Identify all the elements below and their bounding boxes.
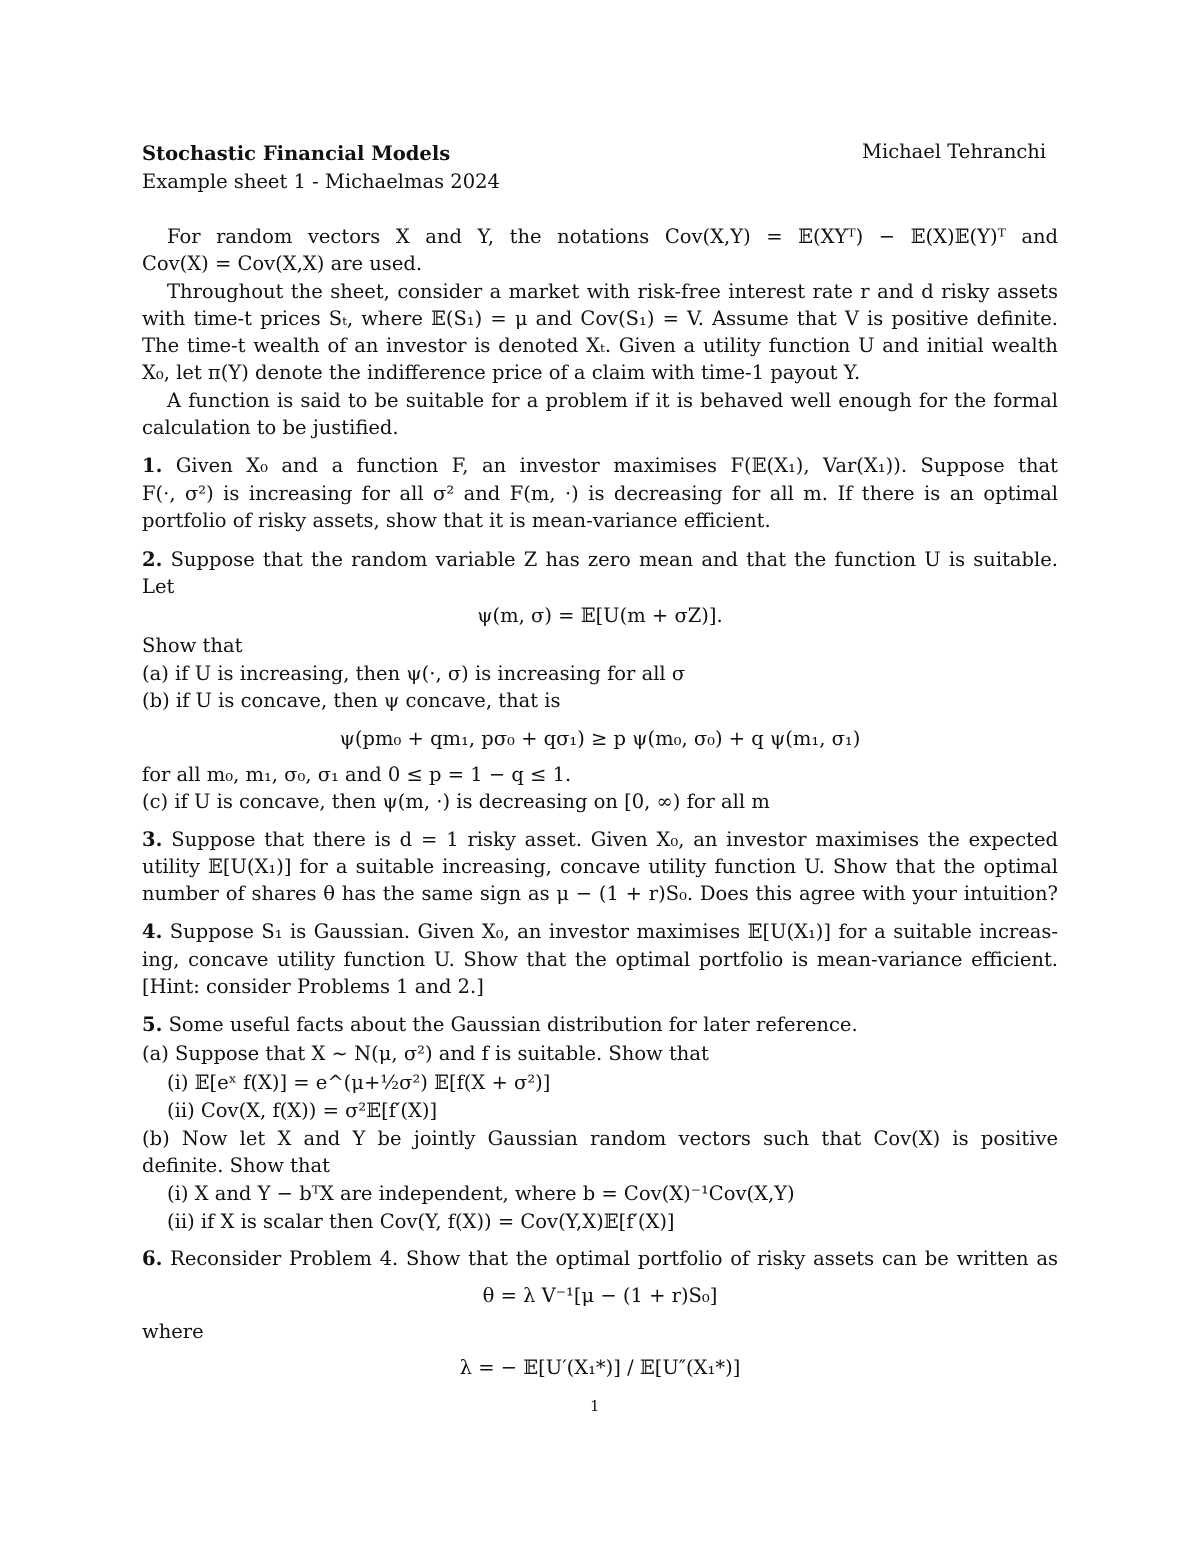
problem-2-line: Show that xyxy=(142,634,243,657)
problem-2-line: Let xyxy=(142,575,175,598)
intro-line: calculation to be justified. xyxy=(142,416,399,439)
problem-6-line: where xyxy=(142,1320,204,1343)
problem-number: 2. xyxy=(142,548,163,571)
intro-line: For random vectors X and Y, the notations Cov(X,Y) = 𝔼(XYᵀ) − 𝔼(X)𝔼(Y)ᵀ and xyxy=(167,225,1058,248)
problem-5-part-a-ii: (ii) Cov(X, f(X)) = σ²𝔼[f′(X)] xyxy=(167,1099,438,1122)
problem-5-part-a-i: (i) 𝔼[eˣ f(X)] = e^(μ+½σ²) 𝔼[f(X + σ²)] xyxy=(167,1071,551,1094)
intro-line: Throughout the sheet, consider a market with risk-free interest rate r and d risky assets xyxy=(167,280,1058,303)
problem-1-line: portfolio of risky assets, show that it is mean-variance efficient. xyxy=(142,509,771,532)
problem-number: 6. xyxy=(142,1247,163,1270)
intro-line: Cov(X) = Cov(X,X) are used. xyxy=(142,252,423,275)
problem-number: 4. xyxy=(142,920,163,943)
problem-3-line: number of shares θ has the same sign as μ − (1 + r)S₀. Does this agree with your intuition? xyxy=(142,882,1058,905)
sheet-subtitle: Example sheet 1 - Michaelmas 2024 xyxy=(142,170,500,193)
equation-psi: ψ(m, σ) = 𝔼[U(m + σZ)]. xyxy=(477,604,723,627)
problem-5-part-a: (a) Suppose that X ∼ N(μ, σ²) and f is suitable. Show that xyxy=(142,1042,709,1065)
sheet-title: Stochastic Financial Models xyxy=(142,142,451,165)
problem-number: 3. xyxy=(142,828,163,851)
problem-number: 1. xyxy=(142,454,163,477)
problem-1-line: 1. Given X₀ and a function F, an investor maximises F(𝔼(X₁), Var(X₁)). Suppose that xyxy=(142,454,1059,477)
intro-line: The time-t wealth of an investor is denoted Xₜ. Given a utility function U and initial wealth xyxy=(142,334,1058,357)
problem-6-line: 6. Reconsider Problem 4. Show that the optimal portfolio of risky assets can be written as xyxy=(142,1247,1058,1270)
intro-line: X₀, let π(Y) denote the indifference price of a claim with time-1 payout Y. xyxy=(142,361,861,384)
problem-2-part-b: (b) if U is concave, then ψ concave, that is xyxy=(142,689,561,712)
equation-concavity: ψ(pm₀ + qm₁, pσ₀ + qσ₁) ≥ p ψ(m₀, σ₀) + q ψ(m₁, σ₁) xyxy=(339,727,861,750)
problem-2-part-a: (a) if U is increasing, then ψ(·, σ) is increasing for all σ xyxy=(142,662,686,685)
equation-lambda: λ = − 𝔼[U′(X₁*)] / 𝔼[U″(X₁*)] xyxy=(459,1356,741,1379)
problem-3-line: 3. Suppose that there is d = 1 risky asset. Given X₀, an investor maximises the expected xyxy=(142,828,1059,851)
problem-3-line: utility 𝔼[U(X₁)] for a suitable increasing, concave utility function U. Show that the optimal xyxy=(142,855,1058,878)
problem-number: 5. xyxy=(142,1013,163,1036)
page-number: 1 xyxy=(590,1397,600,1415)
problem-2-part-c: (c) if U is concave, then ψ(m, ·) is decreasing on [0, ∞) for all m xyxy=(142,790,770,813)
problem-5-part-b-ii: (ii) if X is scalar then Cov(Y, f(X)) = Cov(Y,X)𝔼[f′(X)] xyxy=(167,1210,675,1233)
problem-4-line: 4. Suppose S₁ is Gaussian. Given X₀, an investor maximises 𝔼[U(X₁)] for a suitable increas- xyxy=(142,920,1058,943)
problem-5-part-b: (b) Now let X and Y be jointly Gaussian random vectors such that Cov(X) is positive xyxy=(142,1127,1058,1150)
problem-4-line: ing, concave utility function U. Show that the optimal portfolio is mean-variance efficient. xyxy=(142,948,1058,971)
problem-5-line: 5. Some useful facts about the Gaussian distribution for later reference. xyxy=(142,1013,858,1036)
problem-5-line: definite. Show that xyxy=(142,1154,331,1177)
intro-line: A function is said to be suitable for a problem if it is behaved well enough for the formal xyxy=(167,389,1058,412)
problem-2-line: for all m₀, m₁, σ₀, σ₁ and 0 ≤ p = 1 − q ≤ 1. xyxy=(142,763,572,786)
problem-4-line: [Hint: consider Problems 1 and 2.] xyxy=(142,975,484,998)
author-name: Michael Tehranchi xyxy=(862,140,1047,163)
problem-1-line: F(·, σ²) is increasing for all σ² and F(m, ·) is decreasing for all m. If there is an optimal xyxy=(142,482,1058,505)
problem-5-part-b-i: (i) X and Y − bᵀX are independent, where b = Cov(X)⁻¹Cov(X,Y) xyxy=(167,1182,795,1205)
problem-2-line: 2. Suppose that the random variable Z has zero mean and that the function U is suitable. xyxy=(142,548,1059,571)
intro-line: with time-t prices Sₜ, where 𝔼(S₁) = μ and Cov(S₁) = V. Assume that V is positive definite. xyxy=(142,307,1058,330)
equation-theta: θ = λ V⁻¹[μ − (1 + r)S₀] xyxy=(482,1284,718,1307)
